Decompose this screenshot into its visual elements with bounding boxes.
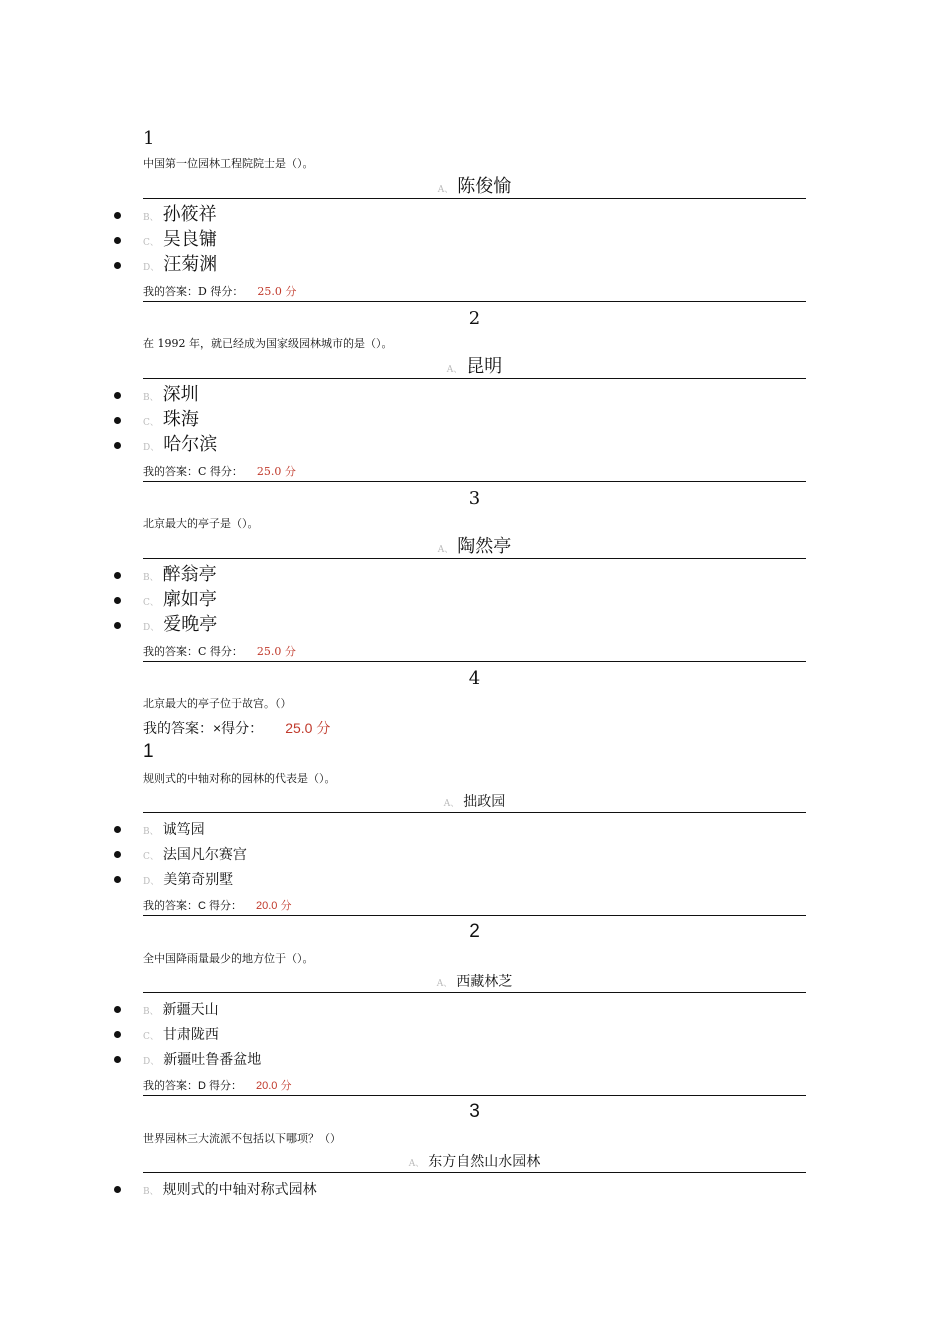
option-label: 美第奇别墅: [163, 872, 234, 888]
bullet-icon: [114, 442, 121, 449]
option-c: [143, 408, 199, 432]
option-b: [143, 203, 217, 227]
answer-label: 我的答案：D 得分：: [143, 1080, 242, 1092]
score-value: 20.0 分: [256, 1080, 292, 1092]
bullet-icon: [114, 851, 121, 858]
question-number: 1: [143, 128, 155, 149]
answer-label: 我的答案：C 得分：: [143, 645, 243, 658]
answer-line: [143, 897, 291, 913]
option-label: 新疆吐鲁番盆地: [163, 1052, 262, 1068]
option-a: [143, 356, 806, 379]
option-letter: B、: [143, 573, 159, 583]
answer-line: [143, 463, 296, 479]
option-a: [143, 970, 806, 993]
option-label: 哈尔滨: [163, 434, 218, 455]
divider: [143, 661, 806, 662]
answer-line: [143, 1077, 291, 1093]
answer-label: 我的答案：×得分：: [143, 720, 264, 736]
option-a: [143, 176, 806, 199]
option-label: 东方自然山水园林: [428, 1154, 541, 1170]
question-text: 中国第一位园林工程院院士是（）。: [143, 157, 314, 170]
option-letter: A、: [437, 185, 454, 195]
score-value: 25.0 分: [257, 285, 297, 298]
bullet-icon: [114, 417, 121, 424]
question-number: 3: [469, 1101, 480, 1122]
option-letter: B、: [143, 213, 159, 223]
option-d: [143, 613, 217, 637]
bullet-icon: [114, 622, 121, 629]
question-text: 规则式的中轴对称的园林的代表是（）。: [143, 772, 336, 785]
question-text: 全中国降雨量最少的地方位于（）。: [143, 952, 314, 965]
bullet-icon: [114, 392, 121, 399]
option-letter: B、: [143, 827, 159, 837]
option-letter: C、: [143, 852, 159, 862]
divider: [143, 915, 806, 916]
option-letter: D、: [143, 877, 160, 887]
question-number: 2: [468, 308, 481, 329]
option-label: 规则式的中轴对称式园林: [162, 1182, 317, 1198]
answer-line: [143, 283, 296, 299]
option-letter: A、: [443, 799, 460, 809]
option-label: 醉翁亭: [162, 564, 217, 585]
option-a: [143, 1150, 806, 1173]
divider: [143, 301, 806, 302]
option-b: [143, 817, 205, 841]
question-text: 北京最大的亭子是（）。: [143, 517, 259, 530]
option-c: [143, 1022, 219, 1046]
question-number: 3: [468, 488, 481, 509]
answer-line: [143, 643, 296, 659]
option-b: [143, 1177, 317, 1201]
score-value: 25.0 分: [285, 720, 331, 736]
option-label: 诚笃园: [162, 822, 205, 838]
option-letter: C、: [143, 418, 159, 428]
option-letter: B、: [143, 1187, 159, 1197]
option-label: 陈俊愉: [457, 176, 512, 197]
bullet-icon: [114, 237, 121, 244]
option-c: [143, 842, 247, 866]
question-number: 4: [468, 668, 481, 689]
option-label: 吴良镛: [162, 229, 217, 250]
question-text: 北京最大的亭子位于故宫。（）: [143, 697, 292, 710]
option-label: 昆明: [466, 356, 503, 377]
option-letter: A、: [408, 1159, 425, 1169]
option-label: 陶然亭: [457, 536, 512, 557]
option-label: 西藏林芝: [456, 974, 513, 990]
option-letter: C、: [143, 238, 159, 248]
bullet-icon: [114, 572, 121, 579]
option-label: 甘肃陇西: [162, 1027, 219, 1043]
option-d: [143, 1047, 261, 1071]
option-letter: B、: [143, 1007, 159, 1017]
bullet-icon: [114, 597, 121, 604]
option-label: 爱晚亭: [163, 614, 218, 635]
question-text: 世界园林三大流派不包括以下哪项？（）: [143, 1132, 341, 1145]
option-letter: D、: [143, 443, 160, 453]
bullet-icon: [114, 212, 121, 219]
score-value: 25.0 分: [256, 465, 296, 478]
option-b: [143, 563, 217, 587]
option-c: [143, 588, 217, 612]
question-number: 2: [469, 921, 480, 942]
option-d: [143, 433, 217, 457]
option-label: 汪菊渊: [163, 254, 218, 275]
option-letter: C、: [143, 598, 159, 608]
bullet-icon: [114, 1186, 121, 1193]
bullet-icon: [114, 262, 121, 269]
option-letter: D、: [143, 263, 160, 273]
question-text: 在 1992 年，就已经成为国家级园林城市的是（）。: [143, 337, 393, 350]
option-c: [143, 228, 217, 252]
option-label: 法国凡尔赛宫: [162, 847, 247, 863]
option-d: [143, 253, 217, 277]
bullet-icon: [114, 1031, 121, 1038]
divider: [143, 481, 806, 482]
option-letter: D、: [143, 1057, 160, 1067]
option-label: 孙筱祥: [162, 204, 217, 225]
option-letter: A、: [437, 545, 454, 555]
bullet-icon: [114, 876, 121, 883]
answer-label: 我的答案：C 得分：: [143, 465, 243, 478]
bullet-icon: [114, 826, 121, 833]
bullet-icon: [114, 1006, 121, 1013]
question-number: 1: [143, 741, 154, 762]
divider: [143, 1095, 806, 1096]
option-letter: D、: [143, 623, 160, 633]
option-b: [143, 997, 219, 1021]
option-letter: A、: [446, 365, 463, 375]
option-letter: A、: [436, 979, 453, 989]
option-label: 廓如亭: [162, 589, 217, 610]
answer-label: 我的答案：D 得分：: [143, 285, 244, 298]
option-b: [143, 383, 199, 407]
answer-label: 我的答案：C 得分：: [143, 900, 242, 912]
score-value: 25.0 分: [256, 645, 296, 658]
option-a: [143, 536, 806, 559]
option-label: 深圳: [162, 384, 199, 405]
score-value: 20.0 分: [256, 900, 292, 912]
option-d: [143, 867, 233, 891]
option-label: 新疆天山: [162, 1002, 219, 1018]
option-label: 珠海: [162, 409, 199, 430]
bullet-icon: [114, 1056, 121, 1063]
option-label: 拙政园: [463, 794, 506, 810]
option-letter: B、: [143, 393, 159, 403]
answer-line: [143, 718, 330, 738]
option-letter: C、: [143, 1032, 159, 1042]
option-a: [143, 790, 806, 813]
